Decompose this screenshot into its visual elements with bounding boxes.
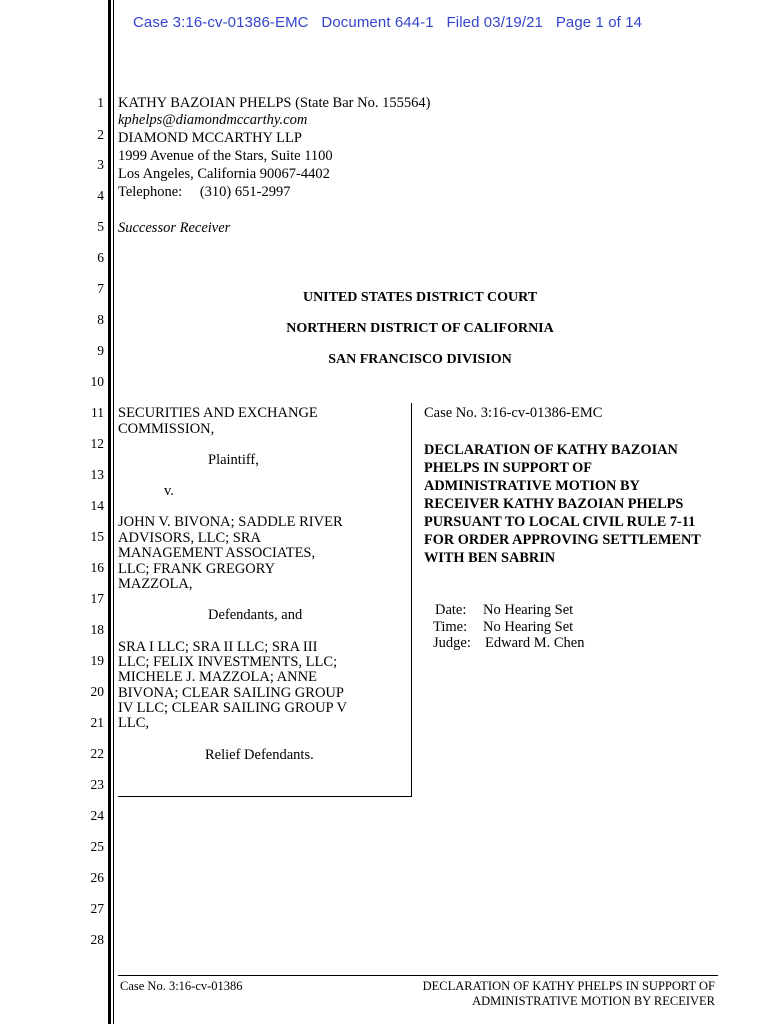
- line-number: 24: [90, 808, 104, 823]
- relief-defendant-line: SRA I LLC; SRA II LLC; SRA III: [118, 639, 318, 655]
- line-number: 10: [90, 374, 104, 389]
- counsel-firm: DIAMOND MCCARTHY LLP: [118, 130, 302, 146]
- relief-defendant-line: LLC; FELIX INVESTMENTS, LLC;: [118, 654, 338, 670]
- counsel-telephone: [118, 184, 290, 200]
- line-number: 15: [90, 529, 104, 544]
- counsel-address2: Los Angeles, California 90067-4402: [118, 166, 330, 182]
- line-number: 8: [97, 312, 104, 327]
- line-number: 21: [90, 715, 104, 730]
- hearing-judge: [433, 635, 584, 651]
- caption-divider-horizontal: [118, 796, 412, 797]
- court-district: NORTHERN DISTRICT OF CALIFORNIA: [286, 321, 554, 336]
- relief-defendant-line: MICHELE J. MAZZOLA; ANNE: [118, 669, 317, 685]
- line-number: 12: [90, 436, 104, 451]
- line-number: 5: [97, 219, 104, 234]
- counsel-name: KATHY BAZOIAN PHELPS (State Bar No. 155564): [118, 95, 431, 111]
- stamp-page: Page 1 of 14: [555, 14, 643, 31]
- plaintiff-name: COMMISSION,: [118, 421, 215, 437]
- date-label: Date:: [435, 602, 467, 618]
- footer-rule: [118, 975, 718, 976]
- date-value: No Hearing Set: [483, 602, 574, 618]
- margin-rule-inner: [113, 0, 114, 1024]
- title-line: PHELPS IN SUPPORT OF: [424, 460, 593, 476]
- line-number: 3: [97, 157, 104, 172]
- title-line: DECLARATION OF KATHY BAZOIAN: [424, 442, 678, 458]
- relief-defendants-label: Relief Defendants.: [205, 747, 314, 763]
- line-number: 2: [97, 127, 104, 142]
- hearing-time: [433, 619, 573, 635]
- caption-divider-vertical: [411, 403, 412, 796]
- line-number: 18: [90, 622, 104, 637]
- line-number: 26: [90, 870, 104, 885]
- relief-defendant-line: IV LLC; CLEAR SAILING GROUP V: [118, 700, 347, 716]
- line-number: 19: [90, 653, 104, 668]
- line-number: 23: [90, 777, 104, 792]
- counsel-email[interactable]: kphelps@diamondmccarthy.com: [118, 112, 308, 128]
- hearing-date: [435, 602, 573, 618]
- stamp-filed: Filed 03/19/21: [446, 14, 543, 31]
- margin-rule-outer: [108, 0, 111, 1024]
- defendant-line: MAZZOLA,: [118, 576, 193, 592]
- line-number: 17: [90, 591, 104, 606]
- time-value: No Hearing Set: [483, 619, 574, 635]
- line-number: 1: [97, 95, 104, 110]
- line-number: 9: [97, 343, 104, 358]
- counsel-role: Successor Receiver: [118, 220, 231, 236]
- defendant-line: MANAGEMENT ASSOCIATES,: [118, 545, 316, 561]
- relief-defendant-line: BIVONA; CLEAR SAILING GROUP: [118, 685, 344, 701]
- line-number: 7: [97, 281, 104, 296]
- title-line: PURSUANT TO LOCAL CIVIL RULE 7-11: [424, 514, 696, 530]
- stamp-case: Case 3:16-cv-01386-EMC: [133, 14, 309, 31]
- counsel-address1: 1999 Avenue of the Stars, Suite 1100: [118, 148, 333, 164]
- filing-stamp: [133, 14, 642, 31]
- line-number: 22: [90, 746, 104, 761]
- line-number: 20: [90, 684, 104, 699]
- title-line: WITH BEN SABRIN: [424, 550, 556, 566]
- line-number: 16: [90, 560, 104, 575]
- defendant-line: JOHN V. BIVONA; SADDLE RIVER: [118, 514, 343, 530]
- footer-title-line2: ADMINISTRATIVE MOTION BY RECEIVER: [472, 994, 715, 1008]
- plaintiff-label: Plaintiff,: [208, 452, 259, 468]
- line-number: 11: [91, 405, 104, 420]
- line-number: 25: [90, 839, 104, 854]
- line-number: 27: [90, 901, 104, 916]
- case-number: Case No. 3:16-cv-01386-EMC: [424, 405, 603, 421]
- telephone-label: Telephone:: [118, 184, 183, 200]
- time-label: Time:: [433, 619, 468, 635]
- court-division: SAN FRANCISCO DIVISION: [328, 352, 512, 367]
- judge-label: Judge:: [433, 635, 471, 651]
- footer-title-line1: DECLARATION OF KATHY PHELPS IN SUPPORT OF: [422, 979, 715, 993]
- title-line: FOR ORDER APPROVING SETTLEMENT: [424, 532, 701, 548]
- defendant-line: ADVISORS, LLC; SRA: [118, 530, 262, 546]
- title-line: ADMINISTRATIVE MOTION BY: [424, 478, 640, 494]
- stamp-document: Document 644-1: [321, 14, 434, 31]
- judge-value: Edward M. Chen: [485, 635, 585, 651]
- line-number: 4: [97, 188, 104, 203]
- versus: v.: [164, 483, 174, 499]
- telephone-number: (310) 651-2997: [199, 184, 291, 200]
- defendants-label: Defendants, and: [208, 607, 303, 623]
- title-line: RECEIVER KATHY BAZOIAN PHELPS: [424, 496, 684, 512]
- line-number: 6: [97, 250, 104, 265]
- line-number: 28: [90, 932, 104, 947]
- relief-defendant-line: LLC,: [118, 715, 150, 731]
- footer-case-number: Case No. 3:16-cv-01386: [120, 979, 243, 993]
- plaintiff-name: SECURITIES AND EXCHANGE: [118, 405, 318, 421]
- line-number: 13: [90, 467, 104, 482]
- line-number: 14: [90, 498, 104, 513]
- defendant-line: LLC; FRANK GREGORY: [118, 561, 276, 577]
- court-name: UNITED STATES DISTRICT COURT: [302, 290, 538, 305]
- document-title: [424, 441, 701, 567]
